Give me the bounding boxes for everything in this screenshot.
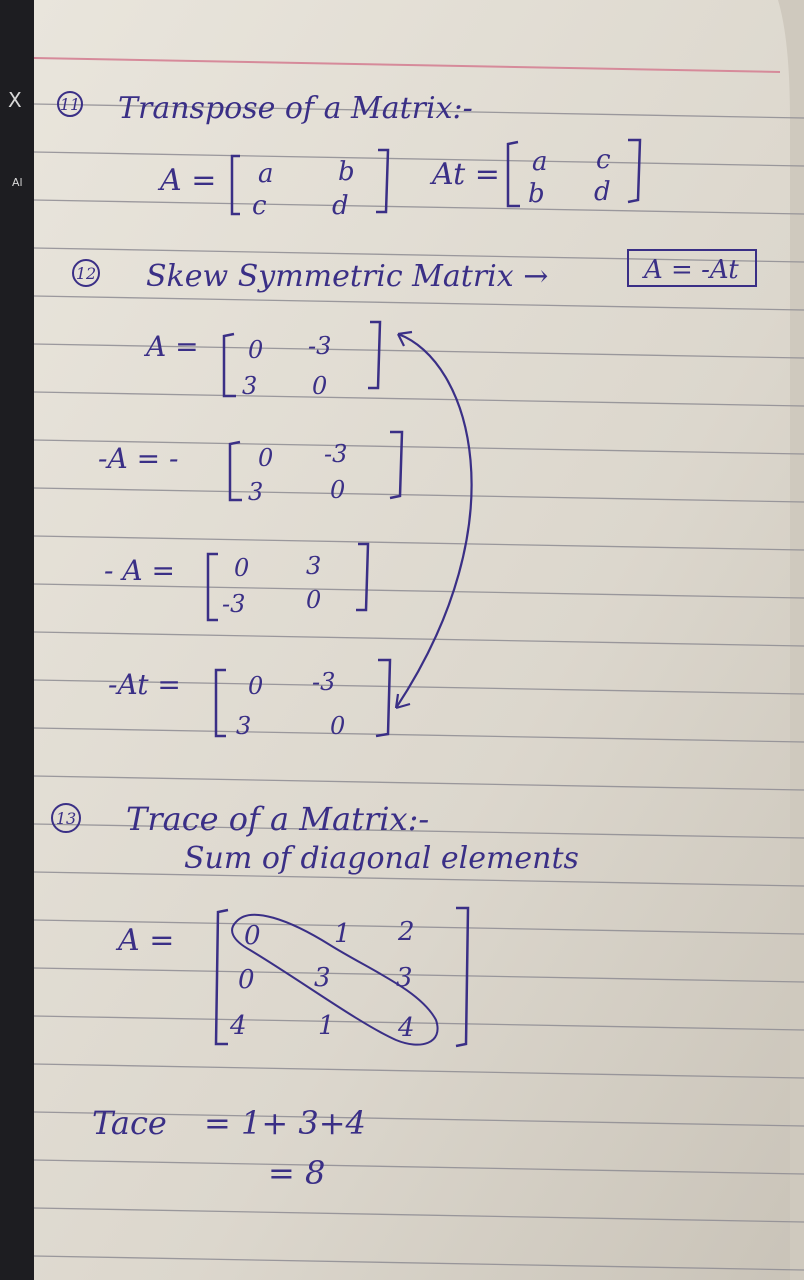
section-number: 12 <box>75 264 97 283</box>
row3-cell: -3 <box>222 590 246 618</box>
row2-cell: -3 <box>324 440 348 468</box>
section-subtitle: Sum of diagonal elements <box>184 841 579 876</box>
matrix-at-label: At = <box>432 157 500 192</box>
section-number: 13 <box>55 809 77 828</box>
section-title: Skew Symmetric Matrix → <box>146 259 549 294</box>
matrix-at-cell: b <box>528 179 545 209</box>
section-title: Trace of a Matrix:- <box>126 800 430 838</box>
row4-label: -At = <box>108 668 181 701</box>
matrix-at-cell: a <box>532 147 548 177</box>
section-number: 11 <box>59 95 81 114</box>
row2-cell: 0 <box>330 476 346 504</box>
row4-cell: 0 <box>330 712 346 740</box>
close-icon: X <box>8 88 22 112</box>
row3-label: - A = <box>104 554 175 587</box>
row3-cell: 0 <box>306 586 322 614</box>
matrix-a-cell: d <box>332 191 349 221</box>
row1-cell: 0 <box>312 372 328 400</box>
trace-cell: 1 <box>334 919 351 949</box>
trace-cell: 1 <box>318 1011 335 1041</box>
trace-result: = 8 <box>268 1154 326 1192</box>
row4-cell: 0 <box>248 672 264 700</box>
row4-cell: 3 <box>236 712 252 740</box>
matrix-a-cell: a <box>258 159 274 189</box>
trace-cell: 0 <box>238 965 255 995</box>
trace-cell: 3 <box>314 963 331 993</box>
trace-cell: 4 <box>398 1013 415 1043</box>
row4-cell: -3 <box>312 668 336 696</box>
row1-cell: 0 <box>248 336 264 364</box>
matrix-a-label: A = <box>160 163 217 198</box>
trace-cell: 2 <box>398 917 415 947</box>
section-title: Transpose of a Matrix:- <box>118 91 473 126</box>
row2-label: -A = - <box>98 442 179 475</box>
trace-matrix-label: A = <box>118 923 175 958</box>
trace-cell: 0 <box>244 921 261 951</box>
trace-label: Tace <box>92 1104 167 1142</box>
row2-cell: 3 <box>248 478 264 506</box>
row3-cell: 3 <box>306 552 322 580</box>
row3-cell: 0 <box>234 554 250 582</box>
trace-cell: 3 <box>396 963 413 993</box>
edge-tab-text: Al <box>12 176 23 189</box>
matrix-at-cell: d <box>594 177 611 207</box>
trace-sum: = 1+ 3+4 <box>204 1104 366 1142</box>
trace-cell: 4 <box>230 1011 247 1041</box>
row1-label: A = <box>146 330 199 363</box>
row1-cell: -3 <box>308 332 332 360</box>
matrix-at-cell: c <box>596 145 611 175</box>
matrix-a-cell: b <box>338 157 355 187</box>
matrix-a-cell: c <box>252 191 267 221</box>
row1-cell: 3 <box>242 372 258 400</box>
skew-rule: A = -At <box>644 255 739 285</box>
row2-cell: 0 <box>258 444 274 472</box>
